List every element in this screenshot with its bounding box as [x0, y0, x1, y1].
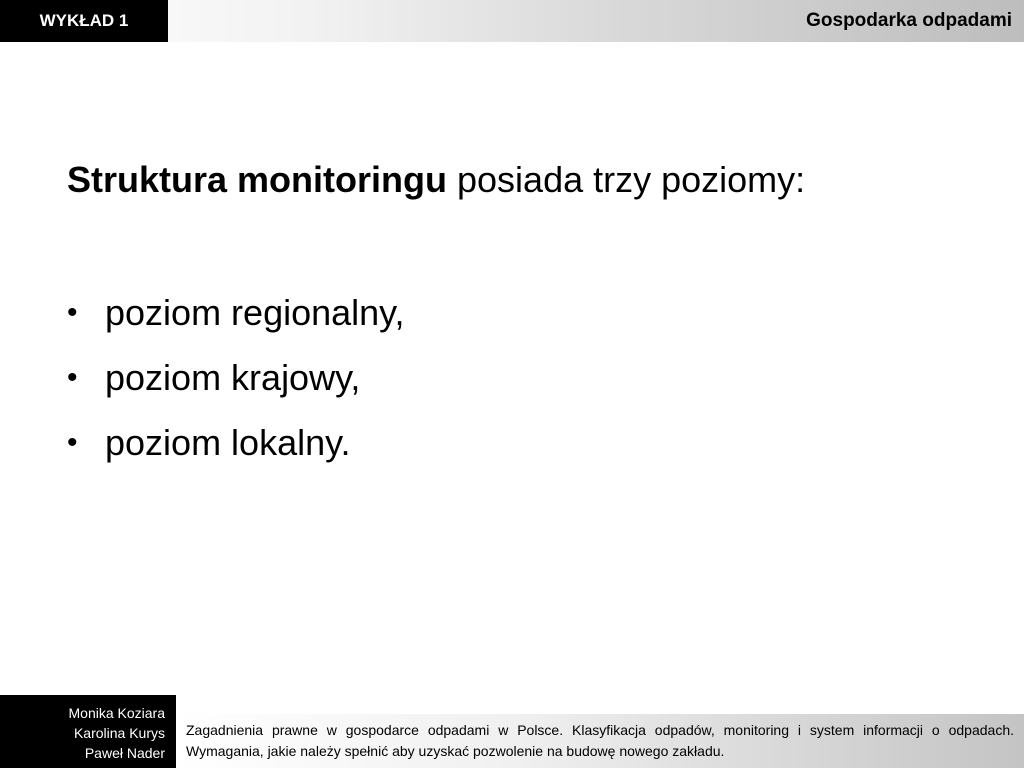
slide-header: [0, 0, 1024, 42]
author-name: Monika Koziara: [68, 705, 165, 721]
lecture-badge: WYKŁAD 1: [0, 0, 168, 42]
course-title: Gospodarka odpadami: [806, 10, 1012, 31]
author-name: Karolina Kurys: [73, 725, 165, 741]
bullet-icon: •: [67, 361, 78, 394]
list-item: [67, 345, 967, 410]
slide-heading: [67, 150, 967, 210]
list-item: [67, 280, 967, 345]
list-item-text: poziom lokalny.: [105, 422, 351, 463]
bullet-icon: •: [67, 426, 78, 459]
heading-regular-text: posiada trzy poziomy:: [447, 159, 806, 200]
list-item: [67, 410, 967, 475]
slide-content: [67, 150, 967, 475]
authors-box: [0, 695, 176, 768]
footer-description: Zagadnienia prawne w gospodarce odpadami w Polsce. Klasyfikacja odpadów, monitoring i system informacji o odpadach. Wymagania, jakie należy spełnić aby uzyskać pozwolenie na budowę nowego zakładu.: [176, 714, 1024, 768]
list-item-text: poziom krajowy,: [105, 357, 361, 398]
bullet-icon: •: [67, 296, 78, 329]
bullet-list: [67, 280, 967, 475]
heading-bold-text: Struktura monitoringu: [67, 159, 447, 200]
list-item-text: poziom regionalny,: [105, 292, 405, 333]
slide-footer: [0, 695, 1024, 768]
author-name: Paweł Nader: [84, 745, 165, 761]
